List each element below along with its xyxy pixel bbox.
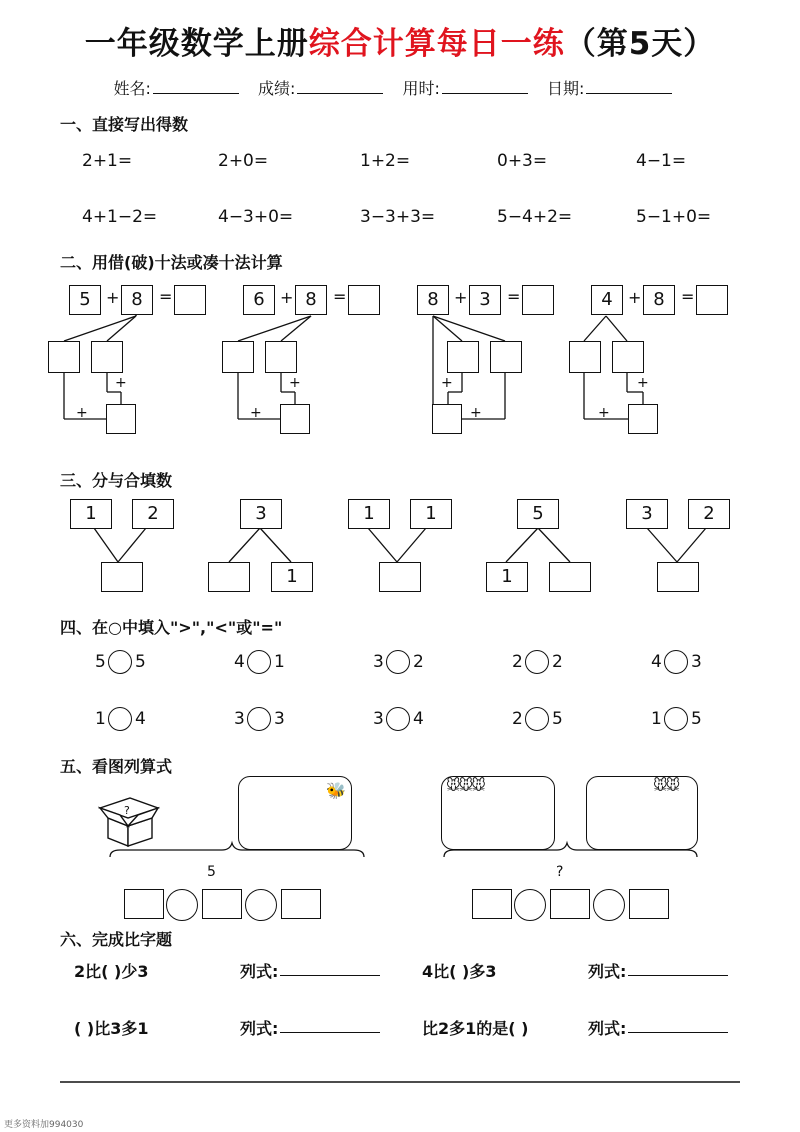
cmp-2-1-b: 4 (135, 709, 146, 729)
q2-formula-line[interactable] (628, 957, 728, 976)
expr2-circle-b[interactable] (593, 889, 625, 921)
cmp-1-5-b: 3 (691, 652, 702, 672)
s2-item3-a: 8 (417, 285, 449, 315)
eq-1-3: 1+2= (360, 151, 411, 171)
s2-item2-plus: + (280, 288, 294, 307)
bee-icon: 🐝 (326, 781, 346, 800)
left-total-label: 5 (207, 864, 216, 880)
s2-item1-plus2: + (115, 375, 127, 391)
q2-formula-label: 列式: (588, 962, 627, 981)
s2-item2-eq: = (333, 287, 347, 306)
q3-formula-line[interactable] (280, 1014, 380, 1033)
cmp-2-4: 2 (512, 709, 523, 729)
cmp-2-1: 1 (95, 709, 106, 729)
s3-item4-top: 5 (517, 499, 559, 529)
picture-frame-3 (586, 776, 698, 850)
title-tail: （第5天） (564, 26, 716, 62)
expr1-circle-a[interactable] (166, 889, 198, 921)
q4-formula-line[interactable] (628, 1014, 728, 1033)
expr1-box-c[interactable] (281, 889, 321, 919)
cmp-1-4: 2 (512, 652, 523, 672)
eq-2-5: 5−1+0= (636, 207, 712, 227)
eq-1-2: 2+0= (218, 151, 269, 171)
cmp-2-2-b: 3 (274, 709, 285, 729)
section6-title: 六、完成比字题 (60, 930, 173, 949)
section1-title: 一、直接写出得数 (60, 115, 189, 134)
q4-text: 比2多1的是( ) (422, 1019, 529, 1038)
section3-title: 三、分与合填数 (60, 471, 173, 490)
cmp-1-2-b: 1 (274, 652, 285, 672)
title-red: 综合计算每日一练 (308, 26, 565, 62)
cmp-1-2: 4 (234, 652, 245, 672)
s3-item1-top-left: 1 (70, 499, 112, 529)
s2-item1-plus3: + (76, 405, 88, 421)
eq-1-5: 4−1= (636, 151, 687, 171)
eq-2-1: 4+1−2= (82, 207, 158, 227)
cmp-2-5-b: 5 (691, 709, 702, 729)
section2-title: 二、用借(破)十法或凑十法计算 (60, 253, 283, 272)
q1-formula-line[interactable] (280, 957, 380, 976)
cmp-2-2: 3 (234, 709, 245, 729)
s3-item5-top-right: 2 (688, 499, 730, 529)
section5-title: 五、看图列算式 (60, 757, 173, 776)
s3-item2-bottom-right: 1 (271, 562, 313, 592)
s2-item1-plus: + (106, 288, 120, 307)
s2-item4-plus2: + (637, 375, 649, 391)
s2-item3-plus2: + (441, 375, 453, 391)
s2-item2-plus3: + (250, 405, 262, 421)
cmp-1-3: 3 (373, 652, 384, 672)
q3-formula-label: 列式: (240, 1019, 279, 1038)
s3-item4-bottom-left: 1 (486, 562, 528, 592)
s2-item4-plus3: + (598, 405, 610, 421)
cmp-1-5: 4 (651, 652, 662, 672)
s3-item1-top-right: 2 (132, 499, 174, 529)
q4-formula-label: 列式: (588, 1019, 627, 1038)
s3-item2-top: 3 (240, 499, 282, 529)
cmp-1-3-b: 2 (413, 652, 424, 672)
eq-2-2: 4−3+0= (218, 207, 294, 227)
cmp-1-4-b: 2 (552, 652, 563, 672)
q1-text: 2比( )少3 (74, 962, 149, 981)
expr2-box-c[interactable] (629, 889, 669, 919)
s2-item4-a: 4 (591, 285, 623, 315)
s3-item3-top-left: 1 (348, 499, 390, 529)
expr2-box-b[interactable] (550, 889, 590, 919)
cmp-1-1-b: 5 (135, 652, 146, 672)
s2-item3-plus3: + (470, 405, 482, 421)
s2-item3-b: 3 (469, 285, 501, 315)
score-label: 成绩: (258, 79, 296, 98)
q3-text: ( )比3多1 (74, 1019, 149, 1038)
s2-item2-b: 8 (295, 285, 327, 315)
time-label: 用时: (402, 79, 440, 98)
mystery-box-label: ? (124, 804, 130, 817)
eq-1-1: 2+1= (82, 151, 133, 171)
s2-item1-eq: = (159, 287, 173, 306)
title-black: 一年级数学上册 (84, 26, 309, 62)
expr1-circle-b[interactable] (245, 889, 277, 921)
s2-item4-plus: + (628, 288, 642, 307)
cmp-2-3: 3 (373, 709, 384, 729)
q2-text: 4比( )多3 (422, 962, 497, 981)
s2-item4-eq: = (681, 287, 695, 306)
eq-2-4: 5−4+2= (497, 207, 573, 227)
expr1-box-a[interactable] (124, 889, 164, 919)
cmp-2-3-b: 4 (413, 709, 424, 729)
q1-formula-label: 列式: (240, 962, 279, 981)
cmp-1-1: 5 (95, 652, 106, 672)
s2-item3-plus: + (454, 288, 468, 307)
mice-icon-group-1: 🐭🐭🐭 (446, 778, 484, 794)
s3-item3-top-right: 1 (410, 499, 452, 529)
section4-title: 四、在○中填入">","<"或"=" (60, 618, 283, 637)
expr1-box-b[interactable] (202, 889, 242, 919)
expr2-circle-a[interactable] (514, 889, 546, 921)
cmp-2-5: 1 (651, 709, 662, 729)
s3-item5-top-left: 3 (626, 499, 668, 529)
s2-item1-a: 5 (69, 285, 101, 315)
s2-item3-eq: = (507, 287, 521, 306)
name-label: 姓名: (113, 79, 151, 98)
eq-2-3: 3−3+3= (360, 207, 436, 227)
eq-1-4: 0+3= (497, 151, 548, 171)
footer-note: 更多资料加994030 (4, 1120, 84, 1130)
mice-icon-group-2: 🐭🐭 (653, 778, 679, 794)
s2-item2-a: 6 (243, 285, 275, 315)
s2-item2-plus2: + (289, 375, 301, 391)
cmp-2-4-b: 5 (552, 709, 563, 729)
right-total-label: ? (556, 864, 564, 880)
date-label: 日期: (547, 79, 585, 98)
s2-item4-b: 8 (643, 285, 675, 315)
expr2-box-a[interactable] (472, 889, 512, 919)
s2-item1-b: 8 (121, 285, 153, 315)
